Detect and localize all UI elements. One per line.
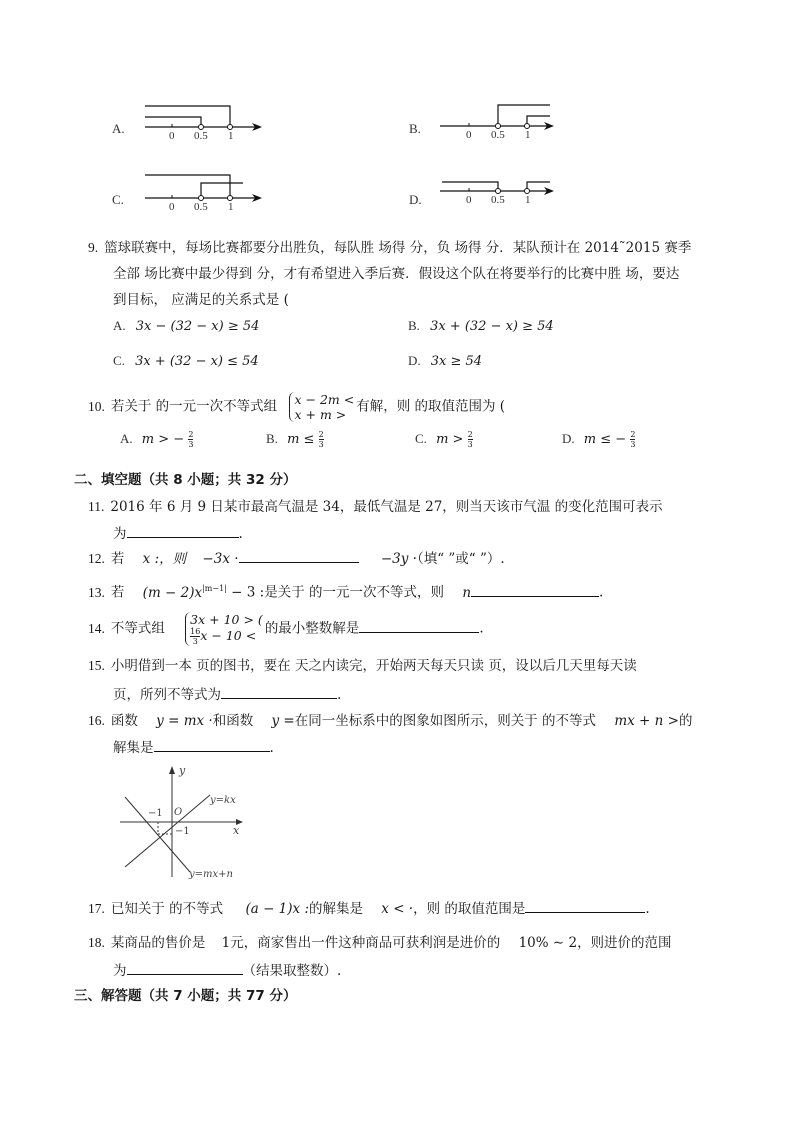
- question-text: 元，商家售出一件这种商品可获利润是进价的: [230, 935, 501, 951]
- question-text: 有解，则 的取值范围为 (: [356, 398, 506, 415]
- question-text: 在同一坐标系中的图象如图所示，则关于 的不等式: [294, 713, 597, 729]
- q10-option-c[interactable]: [415, 430, 473, 449]
- percent-range: 10% ∼ 2: [518, 935, 578, 951]
- answer-blank[interactable]: [221, 684, 337, 699]
- math-expression: −3x ·: [202, 551, 239, 567]
- option-label: C.: [415, 431, 427, 446]
- question-text: 的最小整数解是: [264, 620, 360, 637]
- math-expression: (a − 1)x :: [245, 901, 309, 917]
- answer-blank[interactable]: [359, 618, 479, 633]
- question-text: .: [238, 526, 243, 542]
- tick-label: 1: [525, 129, 531, 141]
- denominator: 3: [192, 637, 198, 646]
- question-17: [88, 898, 650, 919]
- question-number: 9.: [88, 240, 99, 255]
- math-expression: −3y ·: [380, 551, 417, 567]
- fraction: [188, 430, 193, 449]
- question-text: 已知关于 的不等式: [110, 901, 224, 917]
- math-expression: y = mx ·: [156, 713, 213, 729]
- tick-label: 0: [466, 129, 472, 141]
- tick-label: 0: [466, 194, 472, 206]
- denominator: 3: [467, 440, 473, 449]
- fraction: [319, 430, 324, 449]
- question-text: .: [337, 687, 342, 703]
- tick-label: 0: [169, 130, 175, 142]
- question-text: 解集是: [113, 740, 154, 756]
- exponent: |m−1|: [202, 584, 227, 593]
- question-text: 是关于 的一元一次不等式，则: [264, 584, 445, 601]
- y-axis-label: y: [179, 764, 186, 777]
- answer-blank[interactable]: [471, 582, 599, 597]
- question-text: ，则 的取值范围是: [413, 901, 526, 917]
- tick-label: 0: [169, 201, 175, 213]
- inequality-system: [185, 612, 263, 646]
- math-expression: (m − 2)x: [142, 584, 203, 601]
- question-number: 12.: [88, 551, 105, 566]
- tick-label: 1: [228, 130, 234, 142]
- numerator: 16: [190, 627, 201, 636]
- option-expression: m >: [436, 432, 464, 447]
- question-number: 13.: [88, 584, 105, 600]
- tick-label: 0.5: [491, 194, 505, 206]
- question-text: 到目标， 应满足的关系式是 (: [113, 292, 289, 308]
- question-text: 2016 年 6 月 9 日某市最高气温是 34，最低气温是 27，则当天该市气温 的变化范围可表示: [110, 499, 663, 515]
- question-12: [88, 548, 505, 569]
- question-number: 17.: [88, 901, 105, 916]
- question-text: 为: [113, 526, 127, 542]
- question-text: （结果取整数）.: [242, 963, 342, 979]
- question-number: 15.: [88, 658, 105, 673]
- q10-option-a[interactable]: [120, 430, 193, 449]
- x-axis-label: x: [233, 824, 240, 837]
- tick-label: 1: [525, 194, 531, 206]
- math-expression: − 3 :: [226, 584, 265, 601]
- answer-blank[interactable]: [239, 548, 359, 563]
- section-heading: 三、解答题（共 7 小题；共 77 分）: [74, 988, 297, 1004]
- q10-option-d[interactable]: [562, 430, 635, 449]
- question-text: 全部 场比赛中最少得到 分，才有希望进入季后赛．假设这个队在将要举行的比赛中胜 场，要达: [113, 266, 680, 282]
- tick-label: 1: [228, 201, 234, 213]
- option-label: B.: [266, 431, 278, 446]
- price-value: 1: [221, 935, 231, 951]
- numerator: 2: [630, 430, 636, 439]
- question-text: 篮球联赛中，每场比赛都要分出胜负，每队胜 场得 分，负 场得 分．某队预计在 2014˜2015 赛季: [104, 240, 692, 256]
- option-expression: 3x + (32 − x) ≥ 54: [430, 319, 554, 334]
- option-expression: m ≤: [287, 432, 315, 447]
- question-number: 18.: [88, 935, 105, 950]
- answer-blank[interactable]: [127, 960, 243, 975]
- option-expression: 3x − (32 − x) ≥ 54: [135, 319, 260, 334]
- question-text: .: [645, 901, 650, 917]
- option-label: B.: [408, 318, 420, 333]
- option-label: A.: [113, 318, 126, 333]
- question-text: 若: [110, 551, 125, 567]
- option-label: C.: [112, 192, 124, 207]
- origin-label: O: [174, 807, 183, 818]
- line-label-kx: y=kx: [210, 795, 236, 806]
- q9-option-a[interactable]: [113, 318, 259, 334]
- answer-blank[interactable]: [154, 737, 270, 752]
- fraction: [468, 430, 473, 449]
- system-line: x − 2m <: [294, 392, 355, 407]
- option-label: B.: [409, 121, 421, 136]
- question-text: 函数: [110, 713, 138, 729]
- option-label: D.: [562, 431, 575, 446]
- option-expression: 3x + (32 − x) ≤ 54: [135, 354, 259, 369]
- math-expression: mx + n >: [614, 713, 679, 729]
- question-text: 不等式组: [110, 620, 165, 637]
- question-13: [88, 579, 603, 603]
- tick-label: 0.5: [194, 130, 208, 142]
- option-label: D.: [408, 353, 421, 368]
- option-expression: m ≤ −: [583, 432, 627, 447]
- denominator: 3: [318, 440, 324, 449]
- inequality-system: [289, 392, 354, 422]
- option-label: D.: [409, 192, 422, 207]
- question-text: 的解集是: [309, 901, 363, 917]
- system-line: x + m >: [294, 407, 347, 422]
- question-text: .: [269, 740, 274, 756]
- question-number: 14.: [88, 620, 105, 636]
- question-text: 页，所列不等式为: [113, 687, 221, 703]
- y-tick-label: −1: [175, 826, 190, 837]
- question-number: 10.: [88, 398, 105, 414]
- answer-blank[interactable]: [525, 898, 645, 913]
- tick-label: 0.5: [491, 129, 505, 141]
- x-tick-label: −1: [148, 808, 163, 819]
- question-text: 某商品的售价是: [110, 935, 206, 951]
- coordinate-graph: [115, 762, 255, 882]
- denominator: 3: [188, 440, 194, 449]
- system-line: x − 10 <: [200, 628, 257, 643]
- question-text: ，则进价的范围: [577, 935, 672, 951]
- question-number: 11.: [88, 499, 105, 514]
- question-text: 为: [113, 963, 127, 979]
- question-text: 若: [110, 584, 125, 601]
- numerator: 2: [318, 430, 324, 439]
- q9-option-b[interactable]: [408, 318, 554, 334]
- option-expression: m > −: [141, 432, 185, 447]
- math-expression: x :，则: [142, 551, 187, 567]
- question-text: 小明借到一本 页的图书，要在 天之内读完，开始两天每天只读 页，设以后几天里每天读: [110, 658, 637, 674]
- question-text: 和函数: [212, 713, 254, 729]
- q10-option-b[interactable]: [266, 430, 324, 449]
- question-text: 的: [678, 713, 693, 729]
- numerator: 2: [467, 430, 473, 439]
- math-expression: n: [462, 584, 472, 601]
- question-text: .: [599, 584, 604, 601]
- option-label: A.: [120, 431, 133, 446]
- question-text: （填“ ”或“ ”）.: [416, 551, 505, 567]
- question-text: 若关于 的一元一次不等式组: [110, 398, 278, 415]
- system-line: 3x + 10 > (: [190, 612, 263, 627]
- option-label: A.: [112, 121, 125, 136]
- math-expression: x < ·: [381, 901, 414, 917]
- option-label: C.: [113, 353, 125, 368]
- question-number: 16.: [88, 713, 105, 728]
- tick-label: 0.5: [194, 201, 208, 213]
- option-expression: 3x ≥ 54: [430, 354, 483, 369]
- question-text: .: [479, 620, 484, 637]
- fraction: [190, 627, 200, 646]
- answer-blank[interactable]: [127, 523, 239, 538]
- section-heading: 二、填空题（共 8 小题；共 32 分）: [74, 472, 297, 488]
- numerator: 2: [188, 430, 194, 439]
- denominator: 3: [630, 440, 636, 449]
- q9-option-c[interactable]: [113, 353, 259, 369]
- fraction: [630, 430, 635, 449]
- question-14: [88, 612, 484, 646]
- line-label-mxn: y=mx+n: [189, 869, 233, 880]
- math-expression: y =: [271, 713, 295, 729]
- q9-option-d[interactable]: [408, 353, 482, 369]
